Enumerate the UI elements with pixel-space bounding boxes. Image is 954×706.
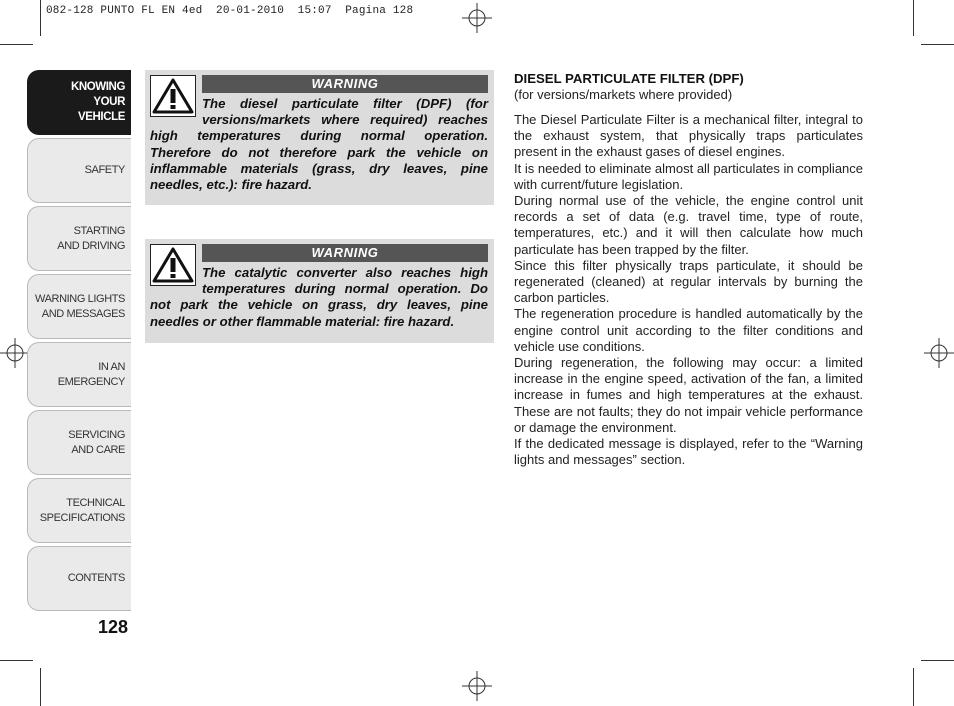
print-header: 082-128 PUNTO FL EN 4ed 20-01-2010 15:07 Pagina 128: [46, 5, 414, 17]
crop-mark: [913, 0, 914, 36]
tab-label: KNOWING: [70, 81, 125, 93]
registration-mark-icon: [0, 338, 30, 368]
tab-label: STARTING: [73, 224, 125, 237]
body-paragraph: During regeneration, the following may occur: a limited increase in the engine speed, activation of the fan, a limited increase in fumes and high temperatures at the exhaust. These are not faults; they do not impair vehicle performance or damage the environment.: [514, 355, 863, 435]
tab-in-an-emergency[interactable]: [27, 342, 131, 407]
crop-mark: [0, 44, 33, 45]
tab-label: AND DRIVING: [57, 239, 125, 252]
tab-warning-lights-and-messages[interactable]: [27, 274, 131, 339]
tab-label: AND MESSAGES: [41, 307, 125, 320]
body-paragraph: The regeneration procedure is handled automatically by the engine control unit according to the filter conditions and vehicle use conditions.: [514, 306, 863, 354]
tab-label: SPECIFICATIONS: [39, 511, 125, 524]
tab-label: VEHICLE: [77, 111, 125, 123]
tab-label: SAFETY: [84, 164, 125, 176]
crop-mark: [40, 668, 41, 706]
tab-label: TECHNICAL: [66, 496, 125, 509]
registration-mark-icon: [462, 671, 492, 701]
crop-mark: [921, 44, 954, 45]
registration-mark-icon: [462, 3, 492, 33]
page-number: 128: [98, 617, 129, 637]
tab-label: WARNING LIGHTS: [35, 292, 125, 305]
warning-text: The diesel particulate filter (DPF) (for versions/markets where required) reaches high temperatures during normal operation. Therefore do not therefore park the vehicle on inflammable materials (grass, dry leaves, pine needles, etc.): fire hazard.: [150, 96, 488, 193]
tab-label: SERVICING: [68, 428, 125, 441]
tab-safety[interactable]: [27, 138, 131, 203]
registration-mark-icon: [924, 338, 954, 368]
dpf-section: [514, 70, 863, 468]
crop-mark: [40, 0, 41, 36]
crop-mark: [921, 660, 954, 661]
body-paragraph: During normal use of the vehicle, the engine control unit records a set of data (e.g. travel time, type of route, temperatures, etc.) and it will then calculate how much particulate has been trapped by the filter.: [514, 193, 863, 257]
body-paragraph: It is needed to eliminate almost all particulates in compliance with current/future legislation.: [514, 160, 864, 192]
section-title: DIESEL PARTICULATE FILTER (DPF): [514, 71, 744, 86]
tab-knowing-your-vehicle[interactable]: [27, 70, 131, 135]
tab-contents[interactable]: [27, 546, 131, 611]
crop-mark: [913, 668, 914, 706]
tab-label: AND CARE: [71, 443, 125, 456]
warning-box-catalytic-converter: [145, 239, 494, 343]
warning-text: The catalytic converter also reaches high temperatures during normal operation. Do not park the vehicle on grass, dry leaves, pine needles or other flammable material: fire hazard.: [150, 265, 488, 329]
section-subtitle: (for versions/markets where provided): [514, 87, 733, 102]
warning-label: WARNING: [202, 75, 488, 93]
tab-label: YOUR: [93, 96, 125, 108]
body-paragraph: The Diesel Particulate Filter is a mechanical filter, integral to the exhaust system, that physically traps particulates present in the exhaust gases of diesel engines.: [514, 112, 863, 160]
body-paragraph: If the dedicated message is displayed, refer to the “Warning lights and messages” section.: [514, 436, 863, 468]
tab-technical-specifications[interactable]: [27, 478, 131, 543]
tab-label: CONTENTS: [67, 572, 125, 584]
tab-servicing-and-care[interactable]: [27, 410, 131, 475]
tab-starting-and-driving[interactable]: [27, 206, 131, 271]
tab-label: EMERGENCY: [57, 375, 125, 388]
warning-box-dpf: [145, 70, 494, 205]
warning-label: WARNING: [202, 244, 488, 262]
tab-label: IN AN: [98, 360, 125, 373]
body-paragraph: Since this filter physically traps particulate, it should be regenerated (cleaned) at regular intervals by burning the carbon particles.: [514, 257, 863, 306]
crop-mark: [0, 660, 33, 661]
